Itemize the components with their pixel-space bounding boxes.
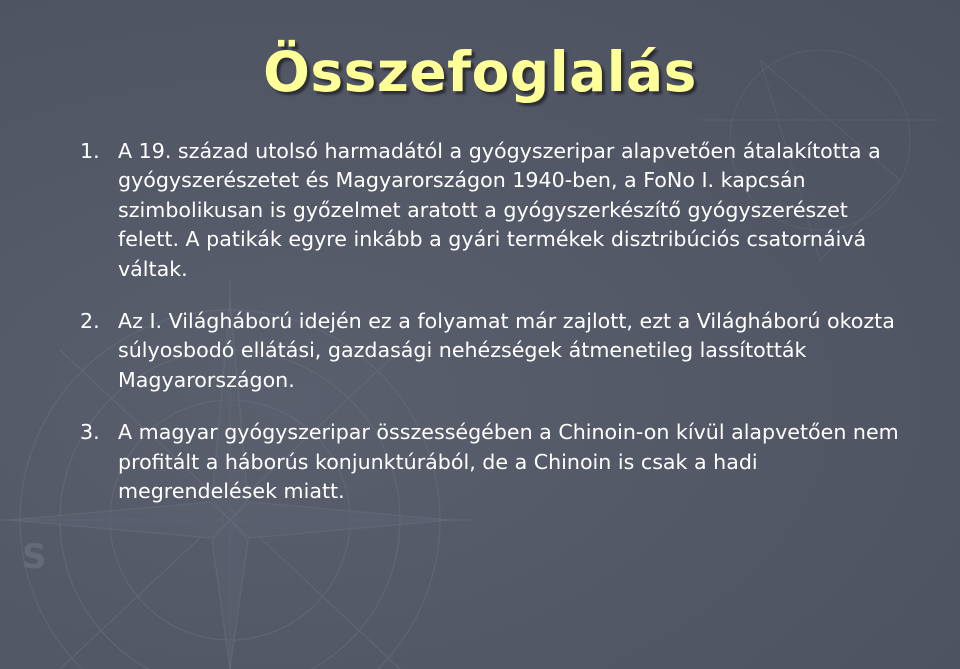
list-item-text: A magyar gyógyszeripar összességében a Chinoin-on kívül alapvetően nem profitált a háborús konjunktúrából, de a Chinoin is csak a hadi megrendelések miatt. [118,420,899,504]
summary-list [80,137,900,506]
list-item-number: 2. [80,309,100,334]
list-item [80,307,900,395]
list-item [80,137,900,284]
list-item-number: 1. [80,139,100,163]
list-item [80,418,900,506]
list-item-number: 3. [80,420,100,445]
compass-letter: S [22,537,47,577]
slide-title: Összefoglalás [263,39,697,104]
list-item-text: A 19. század utolsó harmadától a gyógyszeripar alapvetően átalakította a gyógyszerészetet és Magyarországon 1940-ben, a FoNo I. kapcsán szimbolikusan is győzelmet aratott a gyógyszerkészítő gyógyszerészet felett. A patikák egyre inkább a gyári termékek disztribúciós csatornáivá váltak. [118,139,881,281]
list-item-text: Az I. Világháború idején ez a folyamat már zajlott, ezt a Világháború okozta súlyosbodó ellátási, gazdasági nehézségek átmenetileg lassították Magyarországon. [118,309,895,392]
